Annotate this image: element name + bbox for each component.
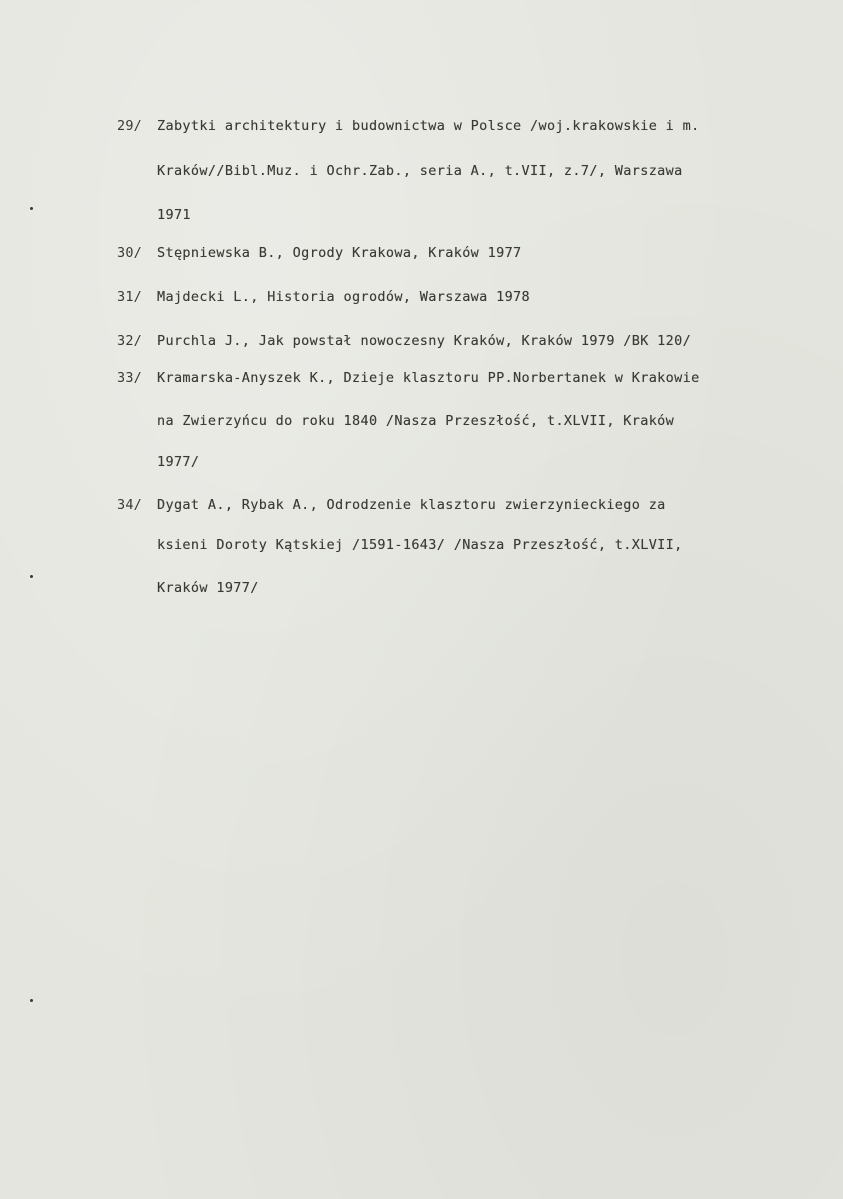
- entry-line: Stępniewska B., Ogrody Krakowa, Kraków 1977: [157, 245, 522, 261]
- entry-line: 1971: [157, 207, 191, 223]
- entry-number: 30/: [117, 245, 142, 261]
- entry-line: na Zwierzyńcu do roku 1840 /Nasza Przeszłość, t.XLVII, Kraków: [157, 413, 675, 429]
- entry-number: 33/: [117, 370, 142, 386]
- entry-line: Kraków 1977/: [157, 580, 259, 596]
- entry-number: 34/: [117, 497, 142, 513]
- entry-number: 29/: [117, 118, 142, 134]
- entry-line: Zabytki architektury i budownictwa w Polsce /woj.krakowskie i m.: [157, 118, 700, 134]
- entry-line: Dygat A., Rybak A., Odrodzenie klasztoru zwierzynieckiego za: [157, 497, 666, 513]
- entry-line: Kraków//Bibl.Muz. i Ochr.Zab., seria A., t.VII, z.7/, Warszawa: [157, 163, 683, 179]
- entry-line: Purchla J., Jak powstał nowoczesny Kraków, Kraków 1979 /BK 120/: [157, 333, 692, 349]
- entry-number: 31/: [117, 289, 142, 305]
- entry-line: Kramarska-Anyszek K., Dzieje klasztoru PP.Norbertanek w Krakowie: [157, 370, 700, 386]
- entry-number: 32/: [117, 333, 142, 349]
- entry-line: 1977/: [157, 454, 200, 470]
- entry-line: Majdecki L., Historia ogrodów, Warszawa 1978: [157, 289, 531, 305]
- entry-line: ksieni Doroty Kątskiej /1591-1643/ /Nasza Przeszłość, t.XLVII,: [157, 537, 683, 553]
- margin-dot: [30, 207, 33, 210]
- margin-dot: [30, 575, 33, 578]
- margin-dot: [30, 999, 33, 1002]
